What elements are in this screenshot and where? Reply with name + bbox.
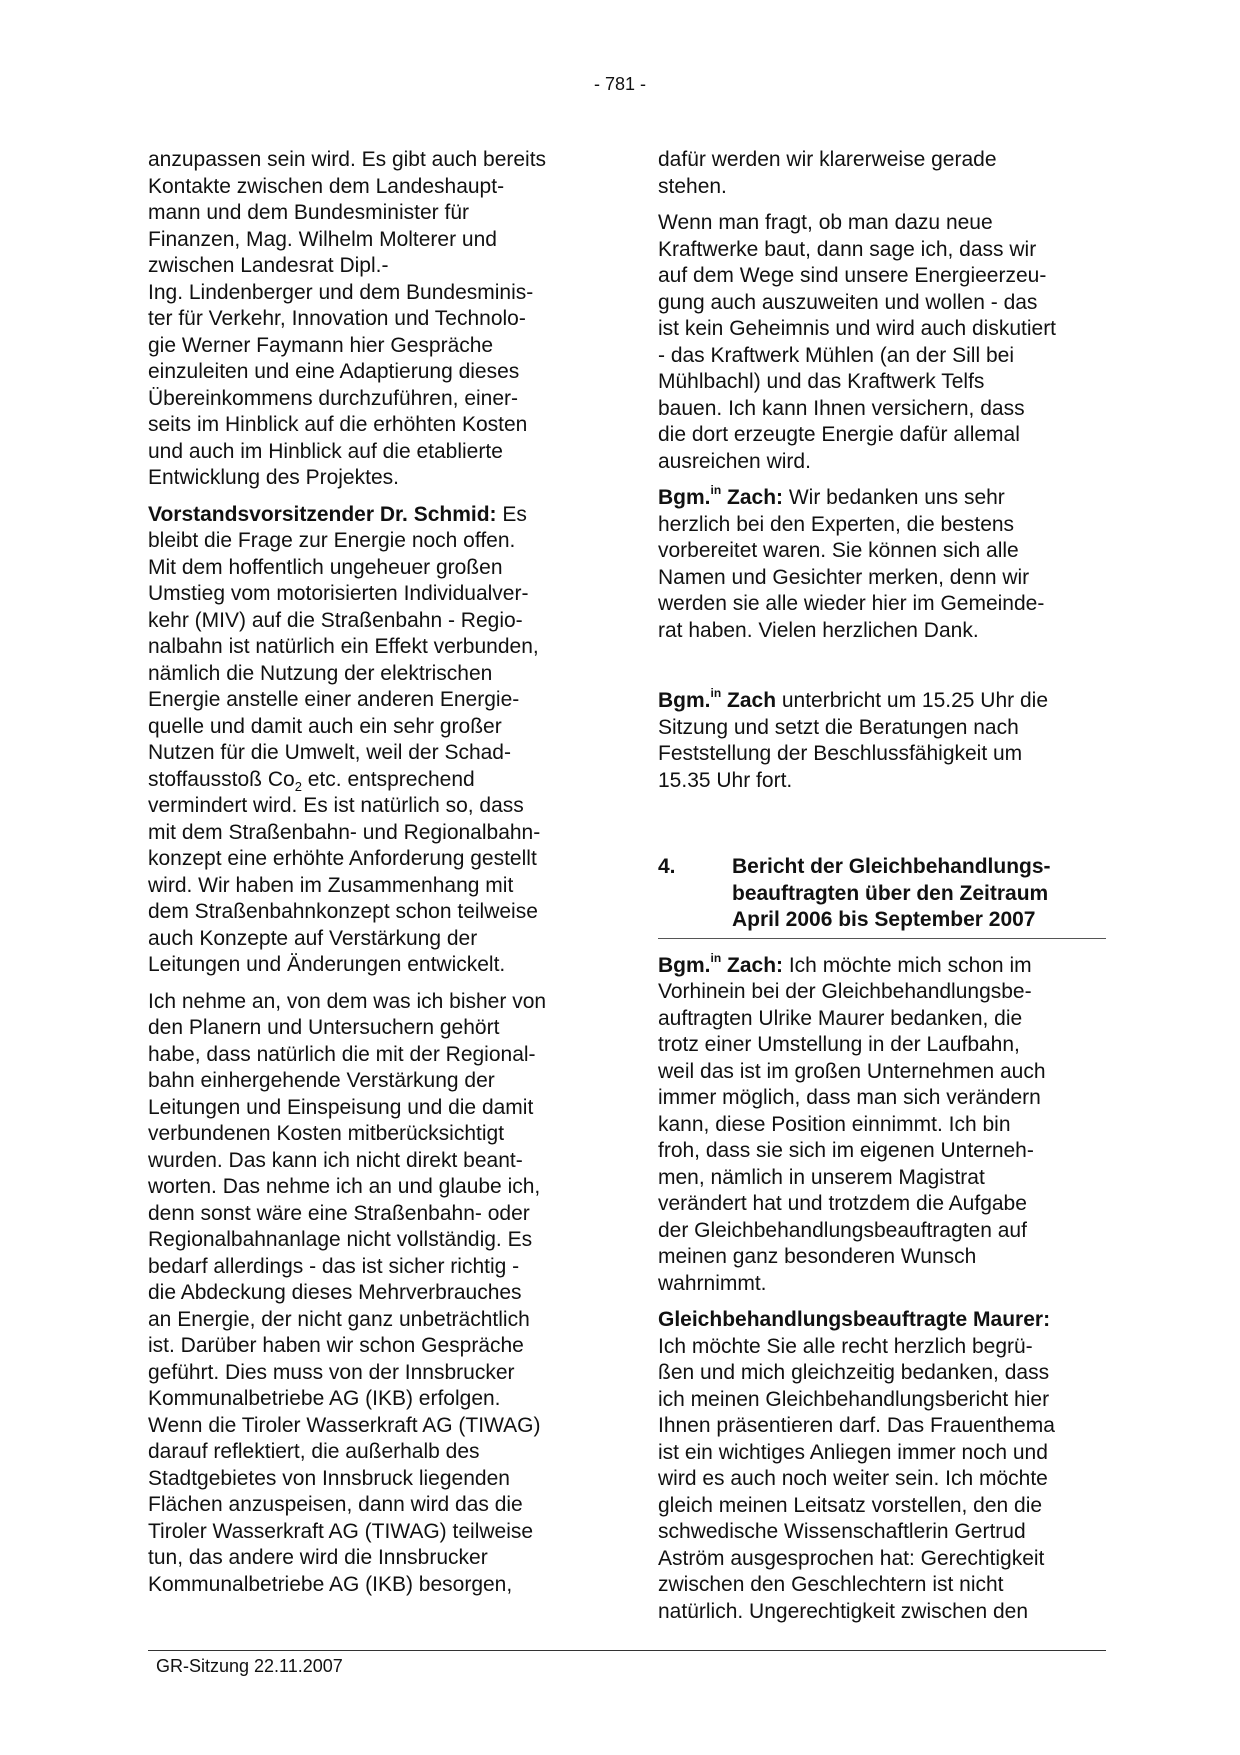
agenda-item-number: 4. <box>658 855 676 878</box>
left-column <box>148 147 596 1608</box>
paragraph: anzupassen sein wird. Es gibt auch bereits Kontakte zwischen dem Landeshaupt- mann und dem Bundesminister für Finanzen, Mag. Wilhelm Molterer und zwischen Landesrat Dipl.- Ing. Lindenberger und dem Bundesminis- ter für Verkehr, Innovation und Technolo- gie Werner Faymann hier Gespräche einzuleiten und eine Adaptierung dieses Übereinkommens durchzuführen, einer- seits im Hinblick auf die erhöhten Kosten und auch im Hinblick auf die etablierte Entwicklung des Projektes. <box>148 148 547 489</box>
speaker-name <box>658 686 777 712</box>
speaker-title: Bgm. <box>658 689 711 712</box>
speaker-surname: Zach <box>721 689 777 712</box>
speaker-title-sup: in <box>710 483 722 497</box>
paragraph-text: Es bleibt die Frage zur Energie noch offen. Mit dem hoffentlich ungeheuer großen Umstieg vom motorisierten Individualver- kehr (MIV) auf die Straßenbahn - Regio- nalbahn ist natürlich ein Effekt verbunden, nämlich die Nutzung der elektrischen Energie anstelle einer anderen Energie- quelle und damit auch ein sehr großer Nutzen für die Umwelt, weil der Schad- stoffausstoß Co <box>148 502 539 791</box>
speaker-surname: Zach: <box>721 953 784 977</box>
speaker-title-sup: in <box>710 950 722 965</box>
paragraph-text: unterbricht um 15.25 Uhr die Sitzung und setzt die Beratungen nach Feststellung der Beschlussfähigkeit um 15.35 Uhr fort. <box>658 689 1049 792</box>
paragraph: Ich nehme an, von dem was ich bisher von den Planern und Untersuchern gehört habe, dass natürlich die mit der Regional- bahn einhergehende Verstärkung der Leitungen und Einspeisung und die damit verbundenen Kosten mitberücksichtigt wurden. Das kann ich nicht direkt beant- worten. Das nehme ich an und glaube ich, denn sonst wäre eine Straßenbahn- oder Regionalbahnanlage nicht vollständig. Es bedarf allerdings - das ist sicher richtig - die Abdeckung dieses Mehrverbrauches an Energie, der nicht ganz unbeträchtlich ist. Darüber haben wir schon Gespräche geführt. Dies muss von der Innsbrucker Kommunalbetriebe AG (IKB) erfolgen. Wenn die Tiroler Wasserkraft AG (TIWAG) darauf reflektiert, die außerhalb des Stadtgebietes von Innsbruck liegenden Flächen anzuspeisen, dann wird das die Tiroler Wasserkraft AG (TIWAG) teilweise tun, das andere wird die Innsbrucker Kommunalbetriebe AG (IKB) besorgen, <box>148 989 547 1596</box>
paragraph: Wenn man fragt, ob man dazu neue Kraftwerke baut, dann sage ich, dass wir auf dem Wege sind unsere Energieerzeu- gung auch auszuweiten und wollen - das ist kein Geheimnis und wird auch diskutiert - das Kraftwerk Mühlen (an der Sill bei Mühlbachl) und das Kraftwerk Telfs bauen. Ich kann Ihnen versichern, dass die dort erzeugte Energie dafür allemal ausreichen wird. <box>658 211 1057 473</box>
paragraph-zach-intro <box>658 950 1106 1298</box>
paragraph-schmid <box>148 502 596 979</box>
paragraph-text: etc. entsprechend vermindert wird. Es ist natürlich so, dass mit dem Straßenbahn- und Regionalbahn- konzept eine erhöhte Anforderung gestellt wird. Wir haben im Zusammenhang mit dem Straßenbahnkonzept schon teilweise auch Konzepte auf Verstärkung der Leitungen und Änderungen entwickelt. <box>148 767 541 976</box>
paragraph-zach-break <box>658 688 1106 794</box>
page-number: - 781 - <box>593 74 647 94</box>
footer-divider <box>148 1650 1106 1651</box>
speaker-title: Bgm. <box>658 953 711 977</box>
agenda-heading <box>658 854 1106 939</box>
footer-session-date: GR-Sitzung 22.11.2007 <box>156 1656 343 1676</box>
speaker-title: Bgm. <box>658 486 711 509</box>
speaker-name <box>658 950 784 977</box>
subscript: 2 <box>294 778 302 794</box>
agenda-item-title: Bericht der Gleichbehandlungs- beauftragten über den Zeitraum April 2006 bis September 2007 <box>732 855 1051 931</box>
speaker-name: Gleichbehandlungsbeauftragte Maurer: <box>658 1308 1051 1331</box>
paragraph: dafür werden wir klarerweise gerade stehen. <box>658 148 997 198</box>
paragraph-maurer <box>658 1307 1106 1625</box>
paragraph-zach-thanks <box>658 485 1106 644</box>
speaker-surname: Zach: <box>721 486 784 509</box>
right-column <box>658 147 1106 1635</box>
paragraph-text: Ich möchte mich schon im Vorhinein bei der Gleichbehandlungsbe- auftragten Ulrike Maurer bedanken, die trotz einer Umstellung in der Laufbahn, weil das ist im großen Unternehmen auch immer möglich, dass man sich verändern kann, diese Position einnimmt. Ich bin froh, dass sie sich im eigenen Unterneh- men, nämlich in unserem Magistrat verändert hat und trotzdem die Aufgabe der Gleichbehandlungsbeauftragten auf meinen ganz besonderen Wunsch wahrnimmt. <box>658 953 1046 1295</box>
paragraph-text: Ich möchte Sie alle recht herzlich begrü- ßen und mich gleichzeitig bedanken, dass ich meinen Gleichbehandlungsbericht hier Ihnen präsentieren darf. Das Frauenthema ist ein wichtiges Anliegen immer noch und wird es auch noch weiter sein. Ich möchte gleich meinen Leitsatz vorstellen, den die schwedische Wissenschaftlerin Gertrud Aström ausgesprochen hat: Gerechtigkeit zwischen den Geschlechtern ist nicht natürlich. Ungerechtigkeit zwischen den <box>658 1334 1055 1623</box>
speaker-name <box>658 483 784 509</box>
speaker-name: Vorstandsvorsitzender Dr. Schmid: <box>148 502 497 526</box>
paragraph-text: Wir bedanken uns sehr herzlich bei den Experten, die bestens vorbereitet waren. Sie können sich alle Namen und Gesichter merken, denn wir werden sie alle wieder hier im Gemeinde- rat haben. Vielen herzlichen Dank. <box>658 486 1045 642</box>
speaker-title-sup: in <box>710 686 722 700</box>
